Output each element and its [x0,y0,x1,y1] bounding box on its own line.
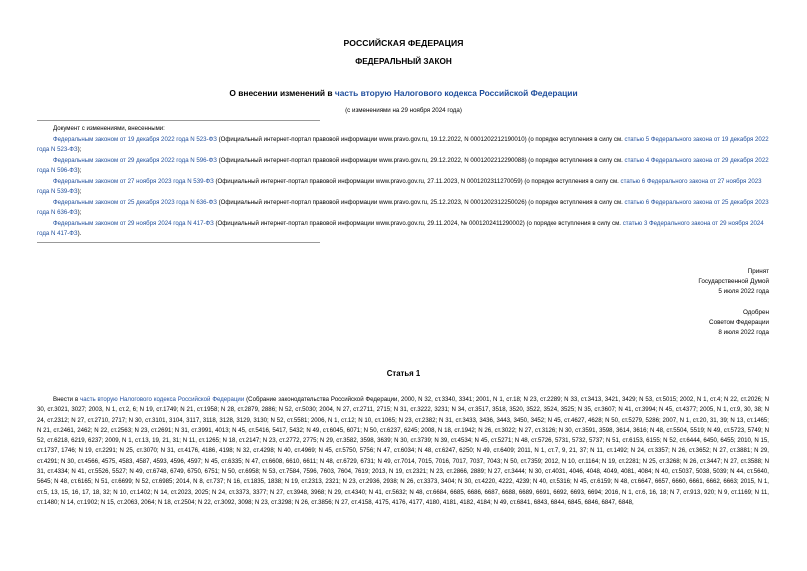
change-tail: ); [77,209,82,216]
change-law-link[interactable]: Федеральным законом от 25 декабря 2023 года N 636-ФЗ [53,198,217,206]
change-item [37,156,769,177]
change-article-link[interactable]: статью 5 Федерального закона от 19 декабря 2022 года N 523-ФЗ [37,135,769,153]
change-article-link[interactable]: статью 3 Федерального закона от 29 ноября 2024 года N 417-ФЗ [37,219,764,237]
article-prefix: Внести в [53,396,81,403]
change-article-link[interactable]: статью 6 Федерального закона от 25 декабря 2023 года N 636-ФЗ [37,198,769,216]
change-article-link[interactable]: статью 6 Федерального закона от 27 ноября 2023 года N 539-ФЗ [37,177,762,195]
change-item [37,219,769,240]
change-law-link[interactable]: Федеральным законом от 29 декабря 2022 года N 596-ФЗ [53,156,217,164]
change-text: (Официальный интернет-портал правовой информации www.pravo.gov.ru, 29.11.2024, № 0001202411290002) (о порядке вступления в силу см. [213,219,623,227]
accepted-date: 5 июля 2022 года [718,288,769,295]
change-article-link[interactable]: статью 4 Федерального закона от 29 декабря 2022 года N 596-ФЗ [37,156,769,174]
change-text: (Официальный интернет-портал правовой информации www.pravo.gov.ru, 29.12.2022, N 0001202212290088) (о порядке вступления в силу см. [216,156,625,164]
change-tail: ); [77,167,82,174]
approved-by: Советом Федерации [709,319,769,326]
change-law-link[interactable]: Федеральным законом от 29 ноября 2024 года N 417-ФЗ [53,219,214,227]
approved-date: 8 июля 2022 года [718,329,769,336]
law-type-heading: ФЕДЕРАЛЬНЫЙ ЗАКОН [355,57,452,66]
change-text: (Официальный интернет-портал правовой информации www.pravo.gov.ru, 27.11.2023, N 0001202311270059) (о порядке вступления в силу см. [213,177,621,185]
change-tail: ); [77,188,82,195]
law-title [0,88,807,98]
changes-block [37,124,769,240]
change-tail: ); [77,146,82,153]
change-item [37,135,769,156]
law-title-link[interactable]: часть вторую Налогового кодекса Российской Федерации [334,88,578,98]
law-title-prefix: О внесении изменений в [229,88,335,98]
accepted-by: Государственной Думой [698,278,769,285]
change-law-link[interactable]: Федеральным законом от 27 ноября 2023 года N 539-ФЗ [53,177,214,185]
approved-block [569,308,769,338]
divider-bottom [37,242,320,243]
tax-code-link[interactable]: часть вторую Налогового кодекса Российской Федерации [80,396,245,403]
approved-label: Одобрен [742,309,769,316]
changes-intro: Документ с изменениями, внесенными: [53,125,165,132]
country-heading: РОССИЙСКАЯ ФЕДЕРАЦИЯ [343,38,464,48]
article-body [37,395,769,508]
change-law-link[interactable]: Федеральным законом от 19 декабря 2022 года N 523-ФЗ [53,135,217,143]
accepted-block [569,267,769,297]
change-tail: ). [77,230,82,237]
change-text: (Официальный интернет-портал правовой информации www.pravo.gov.ru, 19.12.2022, N 0001202212190010) (о порядке вступления в силу см. [216,135,625,143]
change-item [37,198,769,219]
accepted-label: Принят [747,268,769,275]
change-item [37,177,769,198]
divider-top [37,120,320,121]
article-heading: Статья 1 [386,369,421,378]
change-text: (Официальный интернет-портал правовой информации www.pravo.gov.ru, 25.12.2023, N 0001202312250026) (о порядке вступления в силу см. [216,198,625,206]
article-text: (Собрание законодательства Российской Федерации, 2000, N 32, ст.3340, 3341; 2001, N 1, ст.18; N 23, ст.2289; N 33, ст.3413, 3421, 3429; N 53, ст.5015; 2002, N 1, ст.4; N 22, ст.2026; N 30, ст.3021, 3027; 2003, N 1, ст.2, 6; N 19, ст.1749; N 21, ст.1958; N 28, ст.2879, 2886; N 52, ст.5030; 2004, N 27, ст.2711, 2715; N 31, ст.3222, 3231; N 34, ст.3517, 3518, 3520, 3522, 3524, 3525; N 35, ст.3607; N 41, ст.3994; N 45, ст.4377; 2005, N 1, ст.9, 30, 38; N 24, ст.2312; N 27, ст.2710, 2717; N 30, ст.3101, 3104, 3117, 3118, 3128, 3129, 3130; N 52, ст.5581; 2006, N 1, ст.12; N 10, ст.1065; N 23, ст.2382; N 31, ст.3433, 3436, 3443, 3450, 3452; N 45, ст.4627, 4628; N 50, ст.5279, 5286; 2007, N 1, ст.20, 31, 39; N 13, ст.1465; N 21, ст.2461, 2462; N 22, ст.2563; N 23, ст.2691; N 31, ст.3991, 4013; N 45, ст.5416, 5417, 5432; N 49, ст.6045, 6071; N 50, ст.6237, 6245; 2008, N 18, ст.1942; N 26, ст.3022; N 27, ст.3126; N 30, ст.3591, 3598, 3614, 3616; N 48, ст.5504, 5519; N 49, ст.5723, 5749; N 52, ст.6218, 6219, 6237; 2009, N 1, ст.13, 19, 21, 31; N 11, ст.1265; N 18, ст.2147; N 23, ст.2772, 2775; N 29, ст.3582, 3598, 3639; N 30, ст.3739; N 39, ст.4534; N 45, ст.5271; N 48, ст.5726, 5731, 5732, 5737; N 51, ст.6153, 6155; N 52, ст.6444, 6450, 6455; 2010, N 15, ст.1737, 1746; N 19, ст.2291; N 25, ст.3070; N 31, ст.4176, 4186, 4198; N 32, ст.4298; N 40, ст.4969; N 45, ст.5750, 5756; N 47, ст.6034; N 48, ст.6247, 6250; N 49, ст.6409; 2011, N 1, ст.7, 9, 21, 37; N 11, ст.1492; N 24, ст.3357; N 26, ст.3652; N 27, ст.3881; N 29, ст.4291; N 30, ст.4566, 4575, 4583, 4587, 4593, 4596, 4597; N 45, ст.6335; N 47, ст.6608, 6610, 6611; N 48, ст.6729, 6731; N 49, ст.7014, 7015, 7016, 7017, 7037, 7043; N 50, ст.7359; 2012, N 10, ст.1164; N 19, ст.2281; N 25, ст.3268; N 26, ст.3447; N 27, ст.3588; N 31, ст.4334; N 41, ст.5526, 5527; N 49, ст.6748, 6749, 6750, 6751; N 50, ст.6958; N 53, ст.7584, 7596, 7603, 7604, 7619; 2013, N 19, ст.2321; N 23, ст.2866, 2889; N 27, ст.3444; N 30, ст.4031, 4046, 4048, 4049, 4081, 4084; N 40, ст.5037, 5038, 5039; N 44, ст.5640, 5645; N 48, ст.6165; N 51, ст.6699; N 52, ст.6985; 2014, N 8, ст.737; N 16, ст.1835, 1838; N 19, ст.2313, 2321; N 23, ст.2936, 2938; N 26, ст.3373, 3404; N 30, ст.4220, 4222, 4239; N 40, ст.5316; N 45, ст.6159; N 48, ст.6647, 6657, 6660, 6661, 6662, 6663; 2015, N 1, ст.5, 13, 15, 16, 17, 18, 32; N 10, ст.1402; N 14, ст.2023, 2025; N 24, ст.3373, 3377; N 27, ст.3948, 3968; N 29, ст.4340; N 41, ст.5632; N 48, ст.6684, 6685, 6686, 6687, 6688, 6689, 6691, 6692, 6693, 6694; 2016, N 1, ст.6, 16, 18; N 7, ст.913, 920; N 9, ст.1169; N 11, ст.1480; N 14, ст.1902; N 15, ст.2063, 2064; N 18, ст.2504; N 22, ст.3092, 3098; N 23, ст.3298; N 26, ст.3856; N 27, ст.4158, 4175, 4176, 4177, 4180, 4181, 4182, 4184; N 49, ст.6841, 6843, 6844, 6845, 6846, 6847, 6848, [37,396,769,506]
edition-note: (с изменениями на 29 ноября 2024 года) [345,107,462,114]
